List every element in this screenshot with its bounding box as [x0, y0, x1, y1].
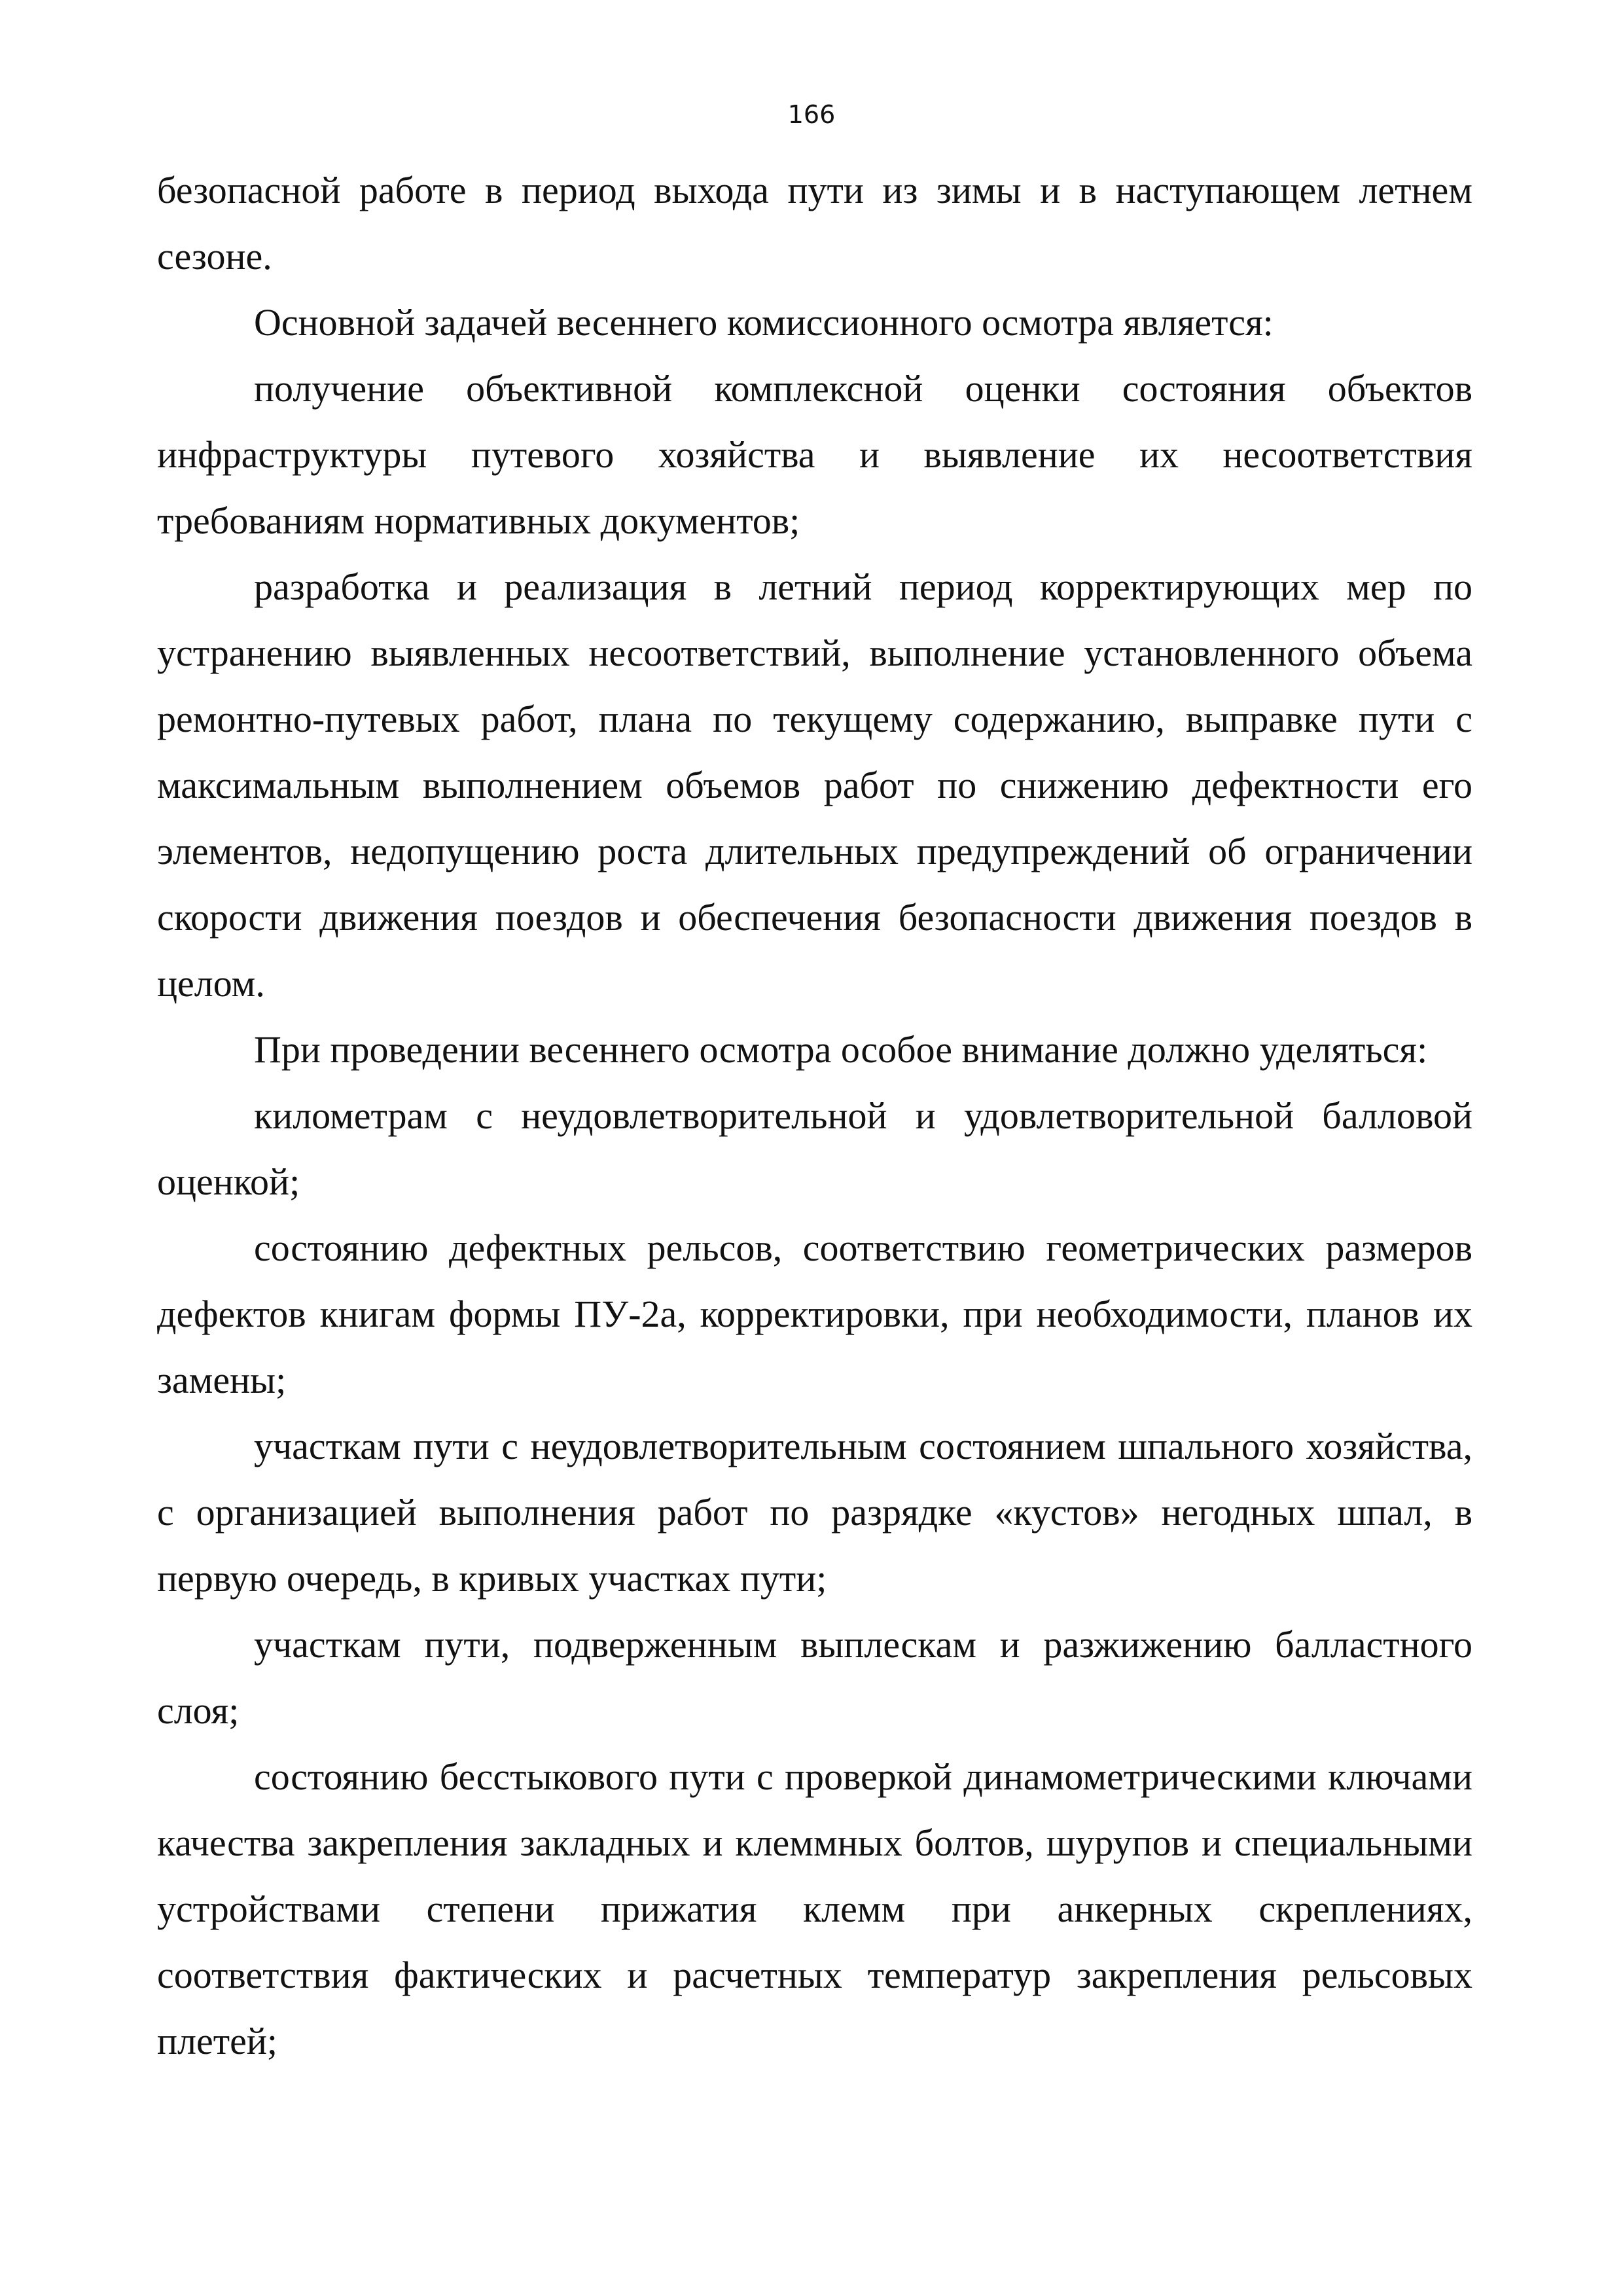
paragraph-defective-rails: состоянию дефектных рельсов, соответствию геометрических размеров дефектов книгам формы ПУ-2а, корректировки, при необходимости, планов их замены; — [157, 1227, 1472, 1401]
paragraph-attention-intro: При проведении весеннего осмотра особое внимание должно уделяться: — [254, 1028, 1428, 1071]
paragraph-ballast: участкам пути, подверженным выплескам и разжижению балластного слоя; — [157, 1623, 1472, 1732]
paragraph-main-task-intro: Основной задачей весеннего комиссионного осмотра является: — [254, 301, 1274, 344]
paragraph-corrective-measures: разработка и реализация в летний период корректирующих мер по устранению выявленных несоответствий, выполнение установленного объема ремонтно-путевых работ, плана по текущему содержанию, выправке пути с максимальным выполнением объемов работ по снижению дефектности его элементов, недопущению роста длительных предупреждений об ограничении скорости движения поездов и обеспечения безопасности движения поездов в целом. — [157, 565, 1472, 1005]
paragraph-sleepers: участкам пути с неудовлетворительным состоянием шпального хозяйства, с организацией выполнения работ по разрядке «кустов» негодных шпал, в первую очередь, в кривых участках пути; — [157, 1425, 1472, 1600]
paragraph-kilometers: километрам с неудовлетворительной и удовлетворительной балловой оценкой; — [157, 1094, 1472, 1203]
page-number: 166 — [787, 100, 836, 129]
paragraph-objective-assessment: получение объективной комплексной оценки состояния объектов инфраструктуры путевого хозяйства и выявление их несоответствия требованиям нормативных документов; — [157, 367, 1472, 542]
paragraph-jointless-track: состоянию бесстыкового пути с проверкой динамометрическими ключами качества закрепления закладных и клеммных болтов, шурупов и специальными устройствами степени прижатия клемм при анкерных скреплениях, соответствия фактических и расчетных температур закрепления рельсовых плетей; — [157, 1755, 1472, 2062]
paragraph-continuation: безопасной работе в период выхода пути из зимы и в наступающем летнем сезоне. — [157, 169, 1472, 278]
document-body — [157, 157, 1472, 2074]
